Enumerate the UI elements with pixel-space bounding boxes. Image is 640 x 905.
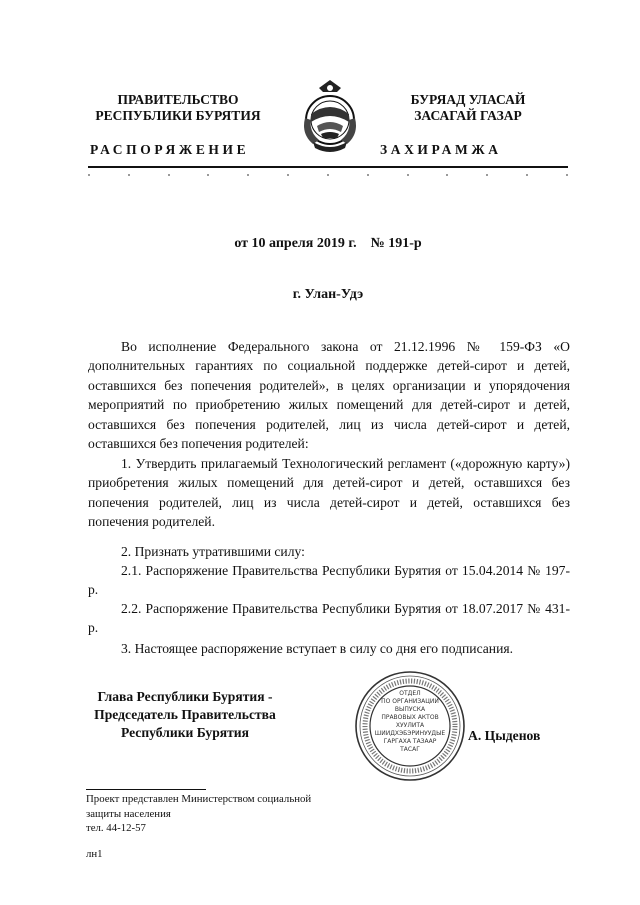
gov-name-bur-line2: ЗАСАГАЙ ГАЗАР: [414, 108, 522, 123]
signatory-title: [80, 688, 290, 742]
document-code: лн1: [86, 848, 103, 860]
stamp-line-7: ГАРГАХА ТАЗААР: [383, 738, 437, 745]
stamp-line-4: ПРАВОВЫХ АКТОВ: [381, 714, 439, 721]
doctype-left: РАСПОРЯЖЕНИЕ: [90, 142, 250, 157]
coat-of-arms-icon: [297, 78, 363, 154]
item-1-paragraph: 1. Утвердить прилагаемый Технологический регламент («дорожную карту») приобретения жилых помещений для детей-сирот и детей, оставшихся без попечения родителей, лиц из числа детей-сирот и детей, оставшихся без попечения родителей.: [88, 456, 570, 530]
signatory-name: А. Цыденов: [468, 728, 541, 743]
header-right: [368, 92, 568, 124]
signatory-title-line2: Председатель Правительства: [94, 707, 276, 722]
item-2-2-paragraph: 2.2. Распоряжение Правительства Республики Бурятия от 18.07.2017 № 431-р.: [88, 601, 570, 636]
city: г. Улан-Удэ: [292, 287, 364, 302]
header-rule: [88, 166, 568, 168]
stamp-line-3: ВЫПУСКА: [394, 706, 426, 713]
footer-note: [86, 792, 386, 836]
gov-name-line1: ПРАВИТЕЛЬСТВО: [117, 92, 239, 107]
item-2-1-paragraph: 2.1. Распоряжение Правительства Республики Бурятия от 15.04.2014 № 197-р.: [88, 563, 570, 598]
header-left: [78, 92, 278, 124]
preamble-paragraph: Во исполнение Федерального закона от 21.12.1996 № 159-ФЗ «О дополнительных гарантиях по социальной поддержке детей-сирот и детей, оставшихся без попечения родителей», в целях организации и упорядочения мероприятий по приобретению жилых помещений для детей-сирот и детей, оставшихся без попечения родителей, лиц из числа детей-сирот и детей, оставшихся без попечения родителей:: [88, 339, 570, 452]
stamp-line-8: ТАСАГ: [400, 746, 420, 753]
stamp-line-2: ПО ОРГАНИЗАЦИИ: [381, 698, 439, 705]
footer-rule: [86, 789, 206, 790]
item-2-paragraph: 2. Признать утратившими силу:: [121, 544, 305, 559]
signatory-title-line1: Глава Республики Бурятия -: [97, 689, 273, 704]
official-stamp: [339, 670, 481, 782]
footer-phone: тел. 44-12-57: [86, 822, 146, 834]
gov-name-bur-line1: БУРЯАД УЛАСАЙ: [410, 92, 526, 107]
footer-line2: защиты населения: [86, 807, 171, 820]
date-number: от 10 апреля 2019 г. № 191-р: [234, 236, 422, 251]
footer-line1: Проект представлен Министерством социальной: [86, 793, 312, 805]
item-3-paragraph: 3. Настоящее распоряжение вступает в силу со дня его подписания.: [121, 641, 514, 656]
stamp-line-6: ШИИДХЭБЭРИНУУДЫЕ: [374, 730, 446, 737]
stamp-line-1: ОТДЕЛ: [399, 690, 421, 697]
gov-name-line2: РЕСПУБЛИКИ БУРЯТИЯ: [95, 108, 261, 123]
stamp-line-5: ХУУЛИТА: [395, 722, 425, 729]
signatory-title-line3: Республики Бурятия: [120, 725, 249, 740]
doctype-right: ЗАХИРАМЖА: [380, 142, 502, 157]
dotted-rule: [88, 172, 568, 178]
